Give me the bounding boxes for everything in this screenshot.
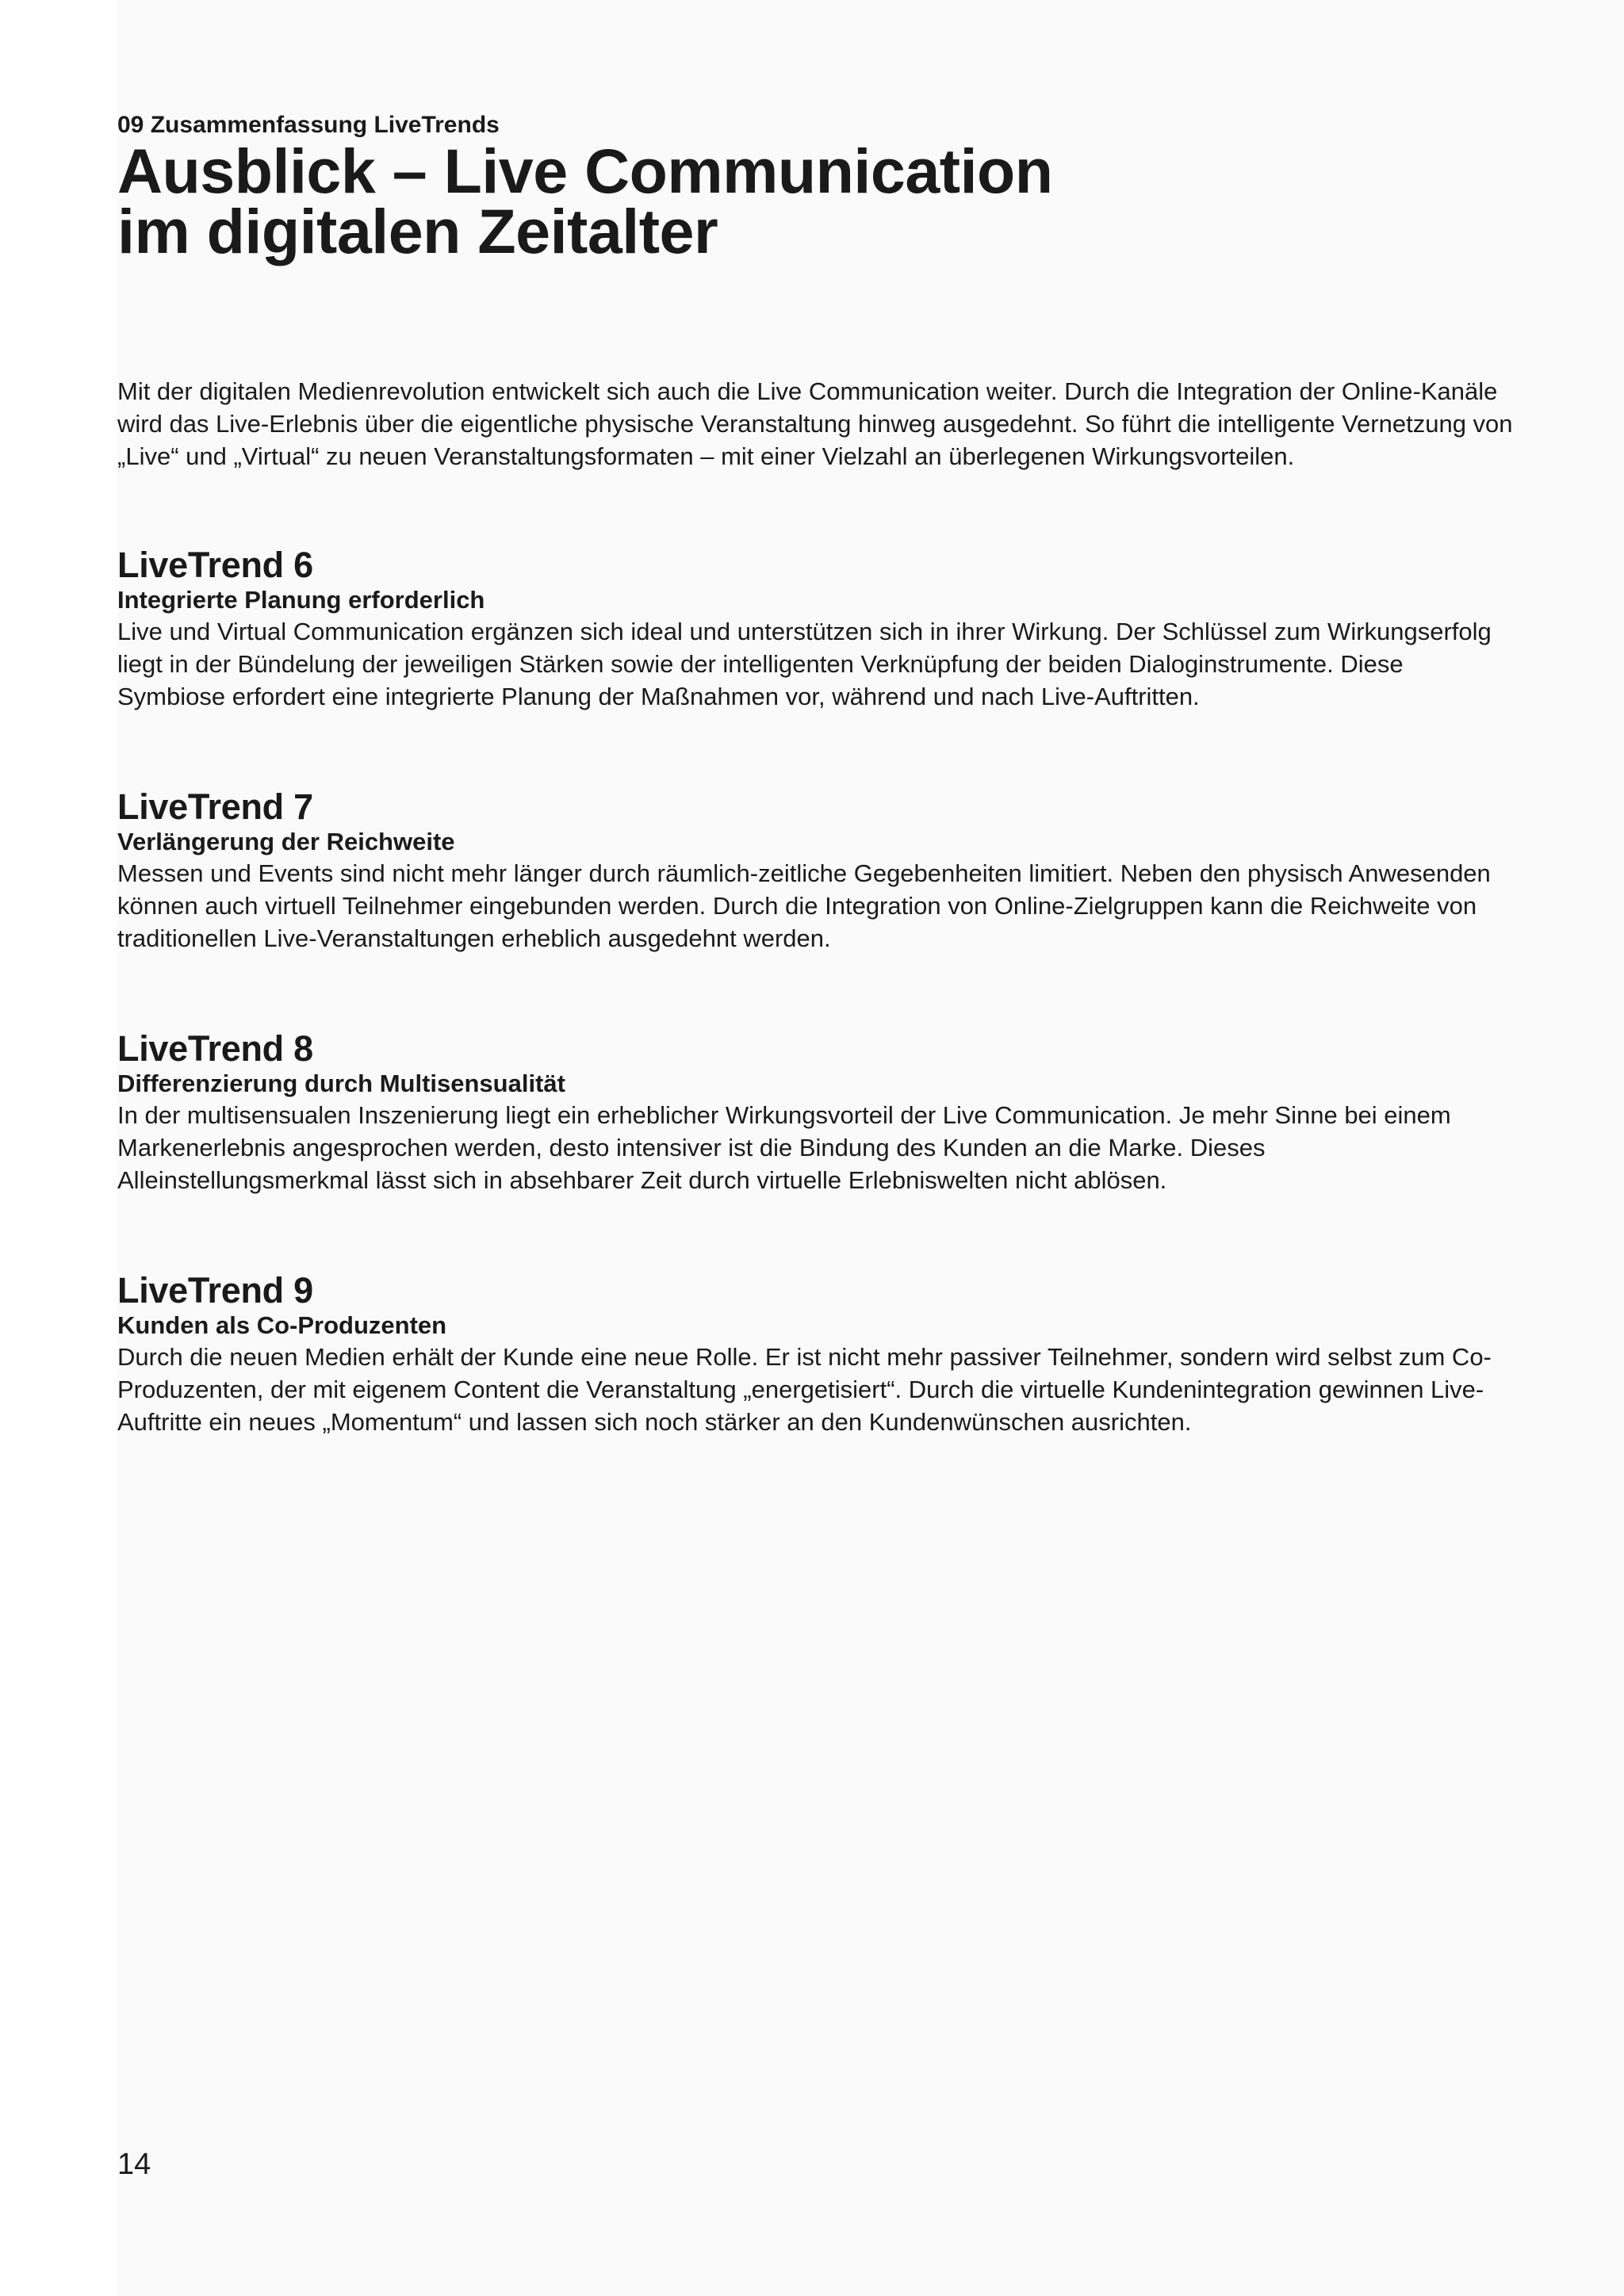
trend-subheading: Integrierte Planung erforderlich bbox=[117, 586, 485, 614]
page-title bbox=[117, 136, 1513, 266]
trend-body: In der multisensualen Inszenierung liegt ein erheblicher Wirkungsvorteil der Live Communication. Je mehr Sinne bei einem Markenerlebnis angesprochen werden, desto intensiver ist die Bindung des Kunden an die Marke. Dieses Alleinstellungsmerkmal lässt sich in absehbarer Zeit durch virtuelle Erlebniswelten nicht ablösen. bbox=[117, 1101, 1451, 1194]
page-content bbox=[117, 111, 1513, 1438]
trend-section-7 bbox=[117, 787, 1513, 955]
section-label: 09 Zusammenfassung LiveTrends bbox=[117, 112, 500, 138]
trend-heading: LiveTrend 8 bbox=[117, 1028, 313, 1069]
page-title-line-1: Ausblick – Live Communication bbox=[117, 136, 1053, 206]
trend-section-9 bbox=[117, 1271, 1513, 1438]
page-title-line-2: im digitalen Zeitalter bbox=[117, 196, 718, 266]
intro-paragraph: Mit der digitalen Medienrevolution entwickelt sich auch die Live Communication weiter. Durch die Integration der Online-Kanäle wird das Live-Erlebnis über die eigentliche physische Veranstaltung hinweg ausgedehnt. So führt die intelligente Vernetzung von „Live“ und „Virtual“ zu neuen Veranstaltungsformaten – mit einer Vielzahl an überlegenen Wirkungsvorteilen. bbox=[117, 377, 1513, 470]
trend-subheading: Verlängerung der Reichweite bbox=[117, 828, 455, 855]
trend-section-6 bbox=[117, 545, 1513, 713]
trend-heading: LiveTrend 9 bbox=[117, 1270, 313, 1311]
page-number: 14 bbox=[117, 2148, 151, 2181]
trend-subheading: Differenzierung durch Multisensualität bbox=[117, 1070, 565, 1097]
trend-body: Durch die neuen Medien erhält der Kunde eine neue Rolle. Er ist nicht mehr passiver Teilnehmer, sondern wird selbst zum Co-Produzenten, der mit eigenem Content die Veranstaltung „energetisiert“. Durch die virtuelle Kundenintegration gewinnen Live-Auftritte ein neues „Momentum“ und lassen sich noch stärker an den Kundenwünschen ausrichten. bbox=[117, 1343, 1492, 1436]
trend-body: Messen und Events sind nicht mehr länger durch räumlich-zeitliche Gegebenheiten limitiert. Neben den physisch Anwesenden können auch virtuell Teilnehmer eingebunden werden. Durch die Integration von Online-Zielgruppen kann die Reichweite von traditionellen Live-Veranstaltungen erheblich ausgedehnt werden. bbox=[117, 859, 1491, 952]
trend-body: Live und Virtual Communication ergänzen sich ideal und unterstützen sich in ihrer Wirkung. Der Schlüssel zum Wirkungserfolg liegt in der Bündelung der jeweiligen Stärken sowie der intelligenten Verknüpfung der beiden Dialoginstrumente. Diese Symbiose erfordert eine integrierte Planung der Maßnahmen vor, während und nach Live-Auftritten. bbox=[117, 618, 1492, 710]
trend-section-8 bbox=[117, 1029, 1513, 1196]
trend-heading: LiveTrend 7 bbox=[117, 786, 313, 827]
trend-heading: LiveTrend 6 bbox=[117, 545, 313, 585]
trend-subheading: Kunden als Co-Produzenten bbox=[117, 1311, 447, 1339]
